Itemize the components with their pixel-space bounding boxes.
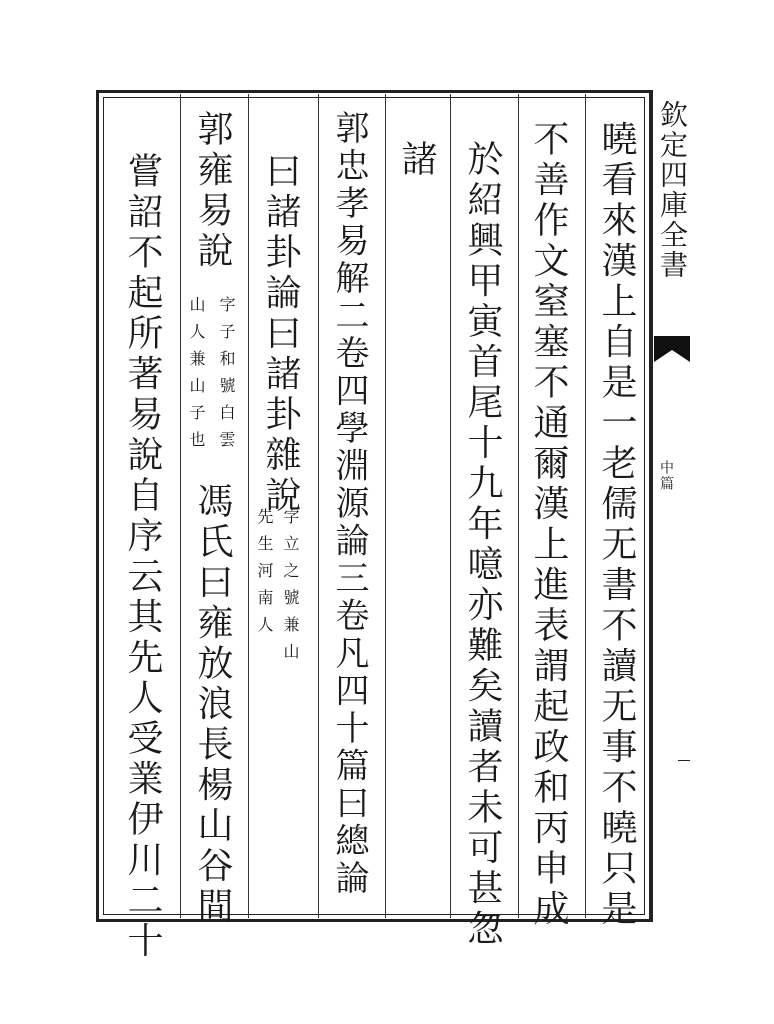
text-column-8: 嘗詔不起所著易說自序云其先人受業伊川二十 <box>122 152 163 962</box>
text-column-7-tail: 馮氏曰雍放浪長楊山谷間 <box>192 482 233 928</box>
column-rule <box>318 94 319 918</box>
text-column-6: 曰諸卦論曰諸卦雜說 <box>260 152 301 517</box>
margin-book-title: 欽定四庫全書 <box>656 100 689 280</box>
fishtail-mark-icon <box>652 332 692 372</box>
column-rule <box>385 94 386 918</box>
text-column-7: 郭雍易說 <box>192 110 233 272</box>
text-column-4: 諸 <box>396 140 437 181</box>
column-rule <box>450 94 451 918</box>
text-column-3: 於紹興甲寅首尾十九年噫亦難矣讀者未可甚忽 <box>462 140 503 950</box>
column-rule <box>180 94 181 918</box>
text-column-1: 曉看來漢上自是一老儒无書不讀无事不曉只是 <box>596 120 637 930</box>
column-rule <box>248 94 249 918</box>
annotation-column-7b: 山人兼山子也 <box>187 296 206 458</box>
text-column-2: 不善作文窒塞不通爾漢上進表謂起政和丙申成 <box>528 120 569 930</box>
column-rule <box>585 94 586 918</box>
margin-section-label: 中篇 <box>658 460 674 492</box>
annotation-column-6a: 字立之號兼山 <box>281 508 300 670</box>
annotation-column-6b: 先生河南人 <box>255 508 274 643</box>
margin-tick <box>678 760 690 761</box>
column-rule <box>518 94 519 918</box>
annotation-column-7a: 字子和號白雲 <box>217 296 236 458</box>
text-column-5: 郭忠孝易解二卷四學淵源論三卷凡四十篇曰總論 <box>329 110 369 898</box>
